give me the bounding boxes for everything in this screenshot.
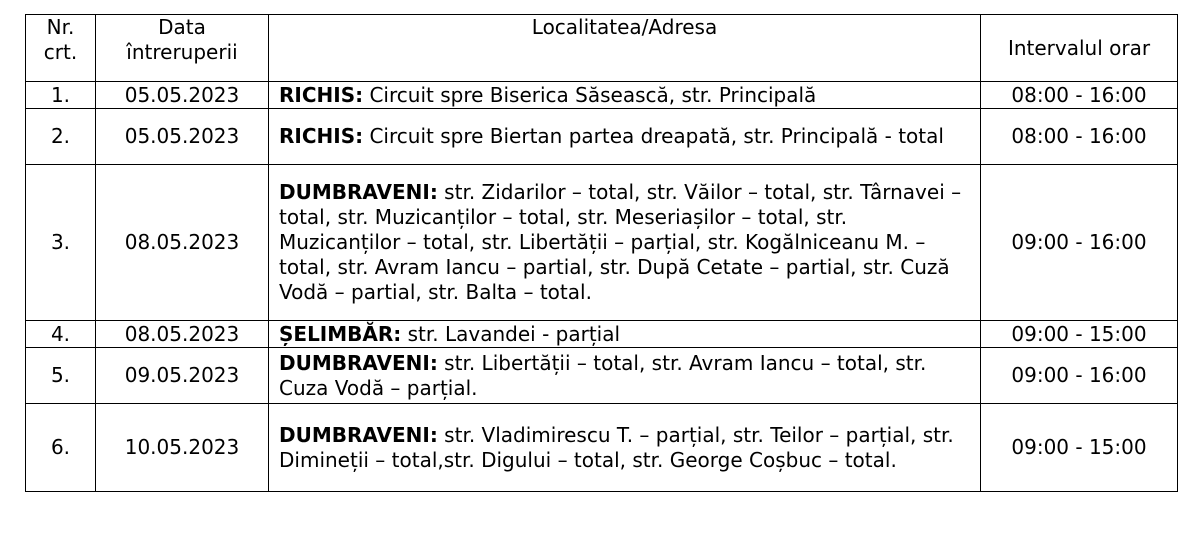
row-date: 09.05.2023	[96, 348, 269, 404]
header-nr-line2: crt.	[43, 40, 78, 64]
row-interval: 08:00 - 16:00	[981, 109, 1178, 165]
table-row	[26, 321, 1178, 348]
row-streets: str. Libertății – total, str. Avram Iancu – total, str. Cuza Vodă – parțial.	[279, 350, 927, 400]
row-number: 5.	[26, 348, 96, 404]
row-locality: RICHIS:	[279, 82, 364, 107]
header-date	[96, 15, 269, 82]
table-row	[26, 404, 1178, 492]
row-number: 3.	[26, 165, 96, 321]
table-header	[26, 15, 1178, 82]
row-interval: 09:00 - 15:00	[981, 404, 1178, 492]
header-row	[26, 15, 1178, 82]
header-nr	[26, 15, 96, 82]
row-number: 4.	[26, 321, 96, 348]
row-streets: str. Vladimirescu T. – parțial, str. Teilor – parțial, str. Dimineții – total,str. Digului – total, str. George Coșbuc – total.	[279, 422, 954, 472]
row-number: 1.	[26, 82, 96, 109]
row-locality: DUMBRAVENI:	[279, 180, 438, 204]
table-row	[26, 109, 1178, 165]
header-address: Localitatea/Adresa	[269, 15, 981, 82]
row-locality: ȘELIMBĂR:	[279, 321, 402, 346]
header-date-line1: Data	[158, 15, 206, 39]
row-locality: RICHIS:	[279, 124, 364, 148]
table-row	[26, 82, 1178, 109]
row-address	[269, 321, 981, 348]
row-number: 6.	[26, 404, 96, 492]
row-address	[269, 82, 981, 109]
row-address	[269, 165, 981, 321]
row-locality: DUMBRAVENI:	[279, 350, 438, 375]
row-address	[269, 109, 981, 165]
header-nr-line1: Nr.	[46, 15, 75, 39]
row-streets: str. Zidarilor – total, str. Văilor – total, str. Târnavei – total, str. Muzicanților – total, str. Meseriașilor – total, str. Muzicanților – total, str. Libertății – parțial, str. Kogălniceanu M. – total, str. Avram Iancu – partial, str. După Cetate – partial, str. Cuză Vodă – partial, str. Balta – total.	[279, 180, 962, 304]
row-address	[269, 348, 981, 404]
row-date: 05.05.2023	[96, 82, 269, 109]
row-streets: Circuit spre Biertan partea dreapată, str. Principală - total	[363, 124, 944, 148]
table-body	[26, 82, 1178, 492]
row-date: 05.05.2023	[96, 109, 269, 165]
row-date: 08.05.2023	[96, 165, 269, 321]
row-date: 10.05.2023	[96, 404, 269, 492]
table-row	[26, 348, 1178, 404]
row-streets: Circuit spre Biserica Săsească, str. Principală	[363, 82, 817, 107]
table-row	[26, 165, 1178, 321]
row-interval: 09:00 - 15:00	[981, 321, 1178, 348]
row-streets: str. Lavandei - parțial	[401, 321, 621, 346]
row-interval: 09:00 - 16:00	[981, 348, 1178, 404]
row-locality: DUMBRAVENI:	[279, 422, 438, 447]
row-date: 08.05.2023	[96, 321, 269, 348]
header-interval: Intervalul orar	[981, 15, 1178, 82]
row-number: 2.	[26, 109, 96, 165]
header-date-line2: întreruperii	[126, 40, 238, 64]
outage-schedule-table	[25, 14, 1178, 492]
row-interval: 09:00 - 16:00	[981, 165, 1178, 321]
row-address	[269, 404, 981, 492]
row-interval: 08:00 - 16:00	[981, 82, 1178, 109]
